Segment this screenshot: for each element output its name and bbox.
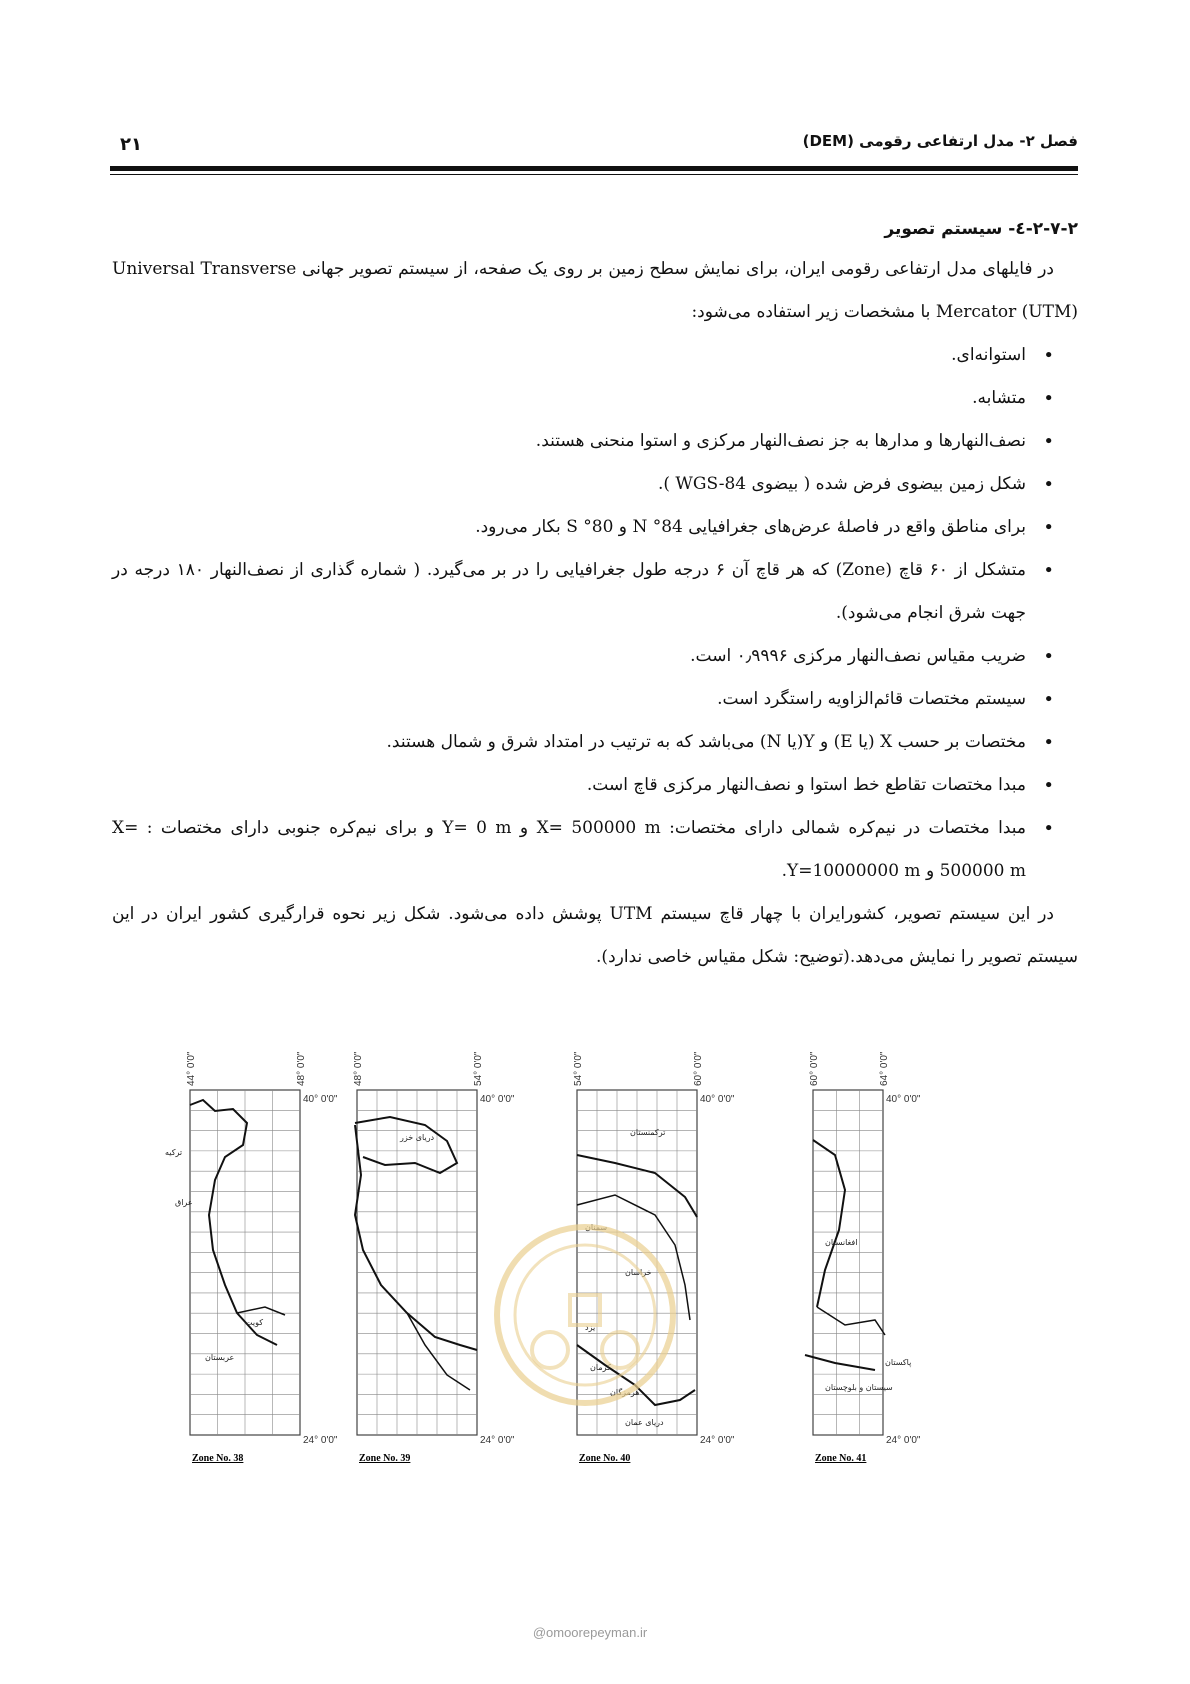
east-longitude-label: 60° 0'0" <box>693 1051 704 1086</box>
intro-paragraph: در فایلهای مدل ارتفاعی رقومی ایران، برای نمایش سطح زمین بر روی یک صفحه، از سیستم تصویر جهانی Universal Transverse Mercator (UTM) با مشخصات زیر استفاده می‌شود: <box>112 259 1078 322</box>
gulf-coast-zone38 <box>237 1307 285 1315</box>
page-content <box>112 212 1078 979</box>
bullet-list <box>112 334 1078 893</box>
place-label-khorasan: خراسان <box>625 1268 652 1277</box>
south-latitude-label: 24° 0'0" <box>886 1435 921 1446</box>
west-longitude-label: 60° 0'0" <box>809 1051 820 1086</box>
chapter-title: فصل ۲- مدل ارتفاعی رقومی (DEM) <box>802 132 1078 150</box>
zone-label: Zone No. 39 <box>359 1453 411 1464</box>
east-longitude-label: 48° 0'0" <box>296 1051 307 1086</box>
place-label-pakistan: پاکستان <box>885 1358 912 1367</box>
place-label-caspian: دریای خزر <box>400 1133 435 1142</box>
north-latitude-label: 40° 0'0" <box>700 1094 735 1105</box>
place-label-semnan: سمنان <box>585 1223 608 1232</box>
list-item: • مبدا مختصات تقاطع خط استوا و نصف‌النهار مرکزی قاچ است. <box>112 764 1054 807</box>
zone-grid-1 <box>190 1090 300 1435</box>
list-item: • مختصات بر حسب X (یا E) و Y(یا N) می‌باشد که به ترتیب در امتداد شرق و شمال هستند. <box>112 721 1054 764</box>
place-label-oman_sea: دریای عمان <box>625 1418 664 1427</box>
list-item: • متشکل از ۶۰ قاچ (Zone) که هر قاچ آن ۶ درجه طول جغرافیایی را در بر می‌گیرد. ( شماره گذاری از نصف‌النهار ۱۸۰ درجه در جهت شرق انجام می‌شود). <box>112 549 1054 635</box>
watermark-text: @omoorepeyman.ir <box>532 1625 648 1640</box>
header-rule-thin <box>110 174 1078 175</box>
list-item: • سیستم مختصات قائم‌الزاویه راستگرد است. <box>112 678 1054 721</box>
border-zone39 <box>355 1125 477 1350</box>
list-item: • شکل زمین بیضوی فرض شده ( بیضوی WGS-84 ). <box>112 463 1054 506</box>
border-zone38 <box>190 1100 277 1345</box>
north-latitude-label: 40° 0'0" <box>886 1094 921 1105</box>
east-longitude-label: 64° 0'0" <box>879 1051 890 1086</box>
west-longitude-label: 54° 0'0" <box>573 1051 584 1086</box>
zone-label: Zone No. 40 <box>579 1453 631 1464</box>
list-item: • استوانه‌ای. <box>112 334 1054 377</box>
south-latitude-label: 24° 0'0" <box>700 1435 735 1446</box>
place-label-afghanistan: افغانستان <box>825 1238 858 1247</box>
place-label-kerman: کرمان <box>590 1363 611 1372</box>
west-longitude-label: 44° 0'0" <box>186 1051 197 1086</box>
publisher-seal <box>490 1220 680 1410</box>
place-label-arabia: عربستان <box>205 1353 235 1362</box>
list-item: • مبدا مختصات در نیم‌کره شمالی دارای مختصات: X= 500000 m و Y= 0 m و برای نیم‌کره جنوبی دارای مختصات : X= 500000 m و Y=10000000 m. <box>112 807 1054 893</box>
place-label-hormozgan: هرمزگان <box>610 1388 640 1397</box>
closing-paragraph: در این سیستم تصویر، کشورایران با چهار قاچ سیستم UTM پوشش داده می‌شود. شکل زیر نحوه قرارگیری کشور ایران در این سیستم تصویر را نمایش می‌دهد.(توضیح: شکل مقیاس خاصی ندارد). <box>112 904 1078 967</box>
place-label-turkmenistan: ترکمنستان <box>630 1128 666 1137</box>
list-item: • نصف‌النهارها و مدارها به جز نصف‌النهار مرکزی و استوا منحنی هستند. <box>112 420 1054 463</box>
place-label-kuwait: کویت <box>245 1318 264 1327</box>
afghan-border <box>813 1140 845 1307</box>
south-latitude-label: 24° 0'0" <box>303 1435 338 1446</box>
place-label-turkey: ترکیه <box>165 1148 183 1157</box>
zone-label: Zone No. 38 <box>192 1453 244 1464</box>
caspian-coast <box>355 1117 457 1173</box>
north-latitude-label: 40° 0'0" <box>303 1094 338 1105</box>
list-item: • برای مناطق واقع در فاصلهٔ عرض‌های جغرافیایی 84° N و 80° S بکار می‌رود. <box>112 506 1054 549</box>
page-number: ۲۱ <box>120 134 142 155</box>
section-title: ۲-۷-۲-٤- سیستم تصویر <box>884 219 1078 239</box>
south-latitude-label: 24° 0'0" <box>480 1435 515 1446</box>
zone-label: Zone No. 41 <box>815 1453 867 1464</box>
list-item: • متشابه. <box>112 377 1054 420</box>
north-latitude-label: 40° 0'0" <box>480 1094 515 1105</box>
pakistan-border <box>817 1307 885 1335</box>
west-longitude-label: 48° 0'0" <box>353 1051 364 1086</box>
place-label-yazd: یزد <box>585 1323 596 1332</box>
place-label-iraq: عراق <box>175 1198 193 1207</box>
place-label-sistan: سیستان و بلوچستان <box>825 1383 893 1392</box>
header-rule-thick <box>110 166 1078 171</box>
page-header <box>110 128 1078 158</box>
sistan-border <box>805 1355 875 1370</box>
east-longitude-label: 54° 0'0" <box>473 1051 484 1086</box>
list-item: • ضریب مقیاس نصف‌النهار مرکزی ۰٫۹۹۹۶ است. <box>112 635 1054 678</box>
gulf-coast-zone39 <box>407 1313 470 1390</box>
